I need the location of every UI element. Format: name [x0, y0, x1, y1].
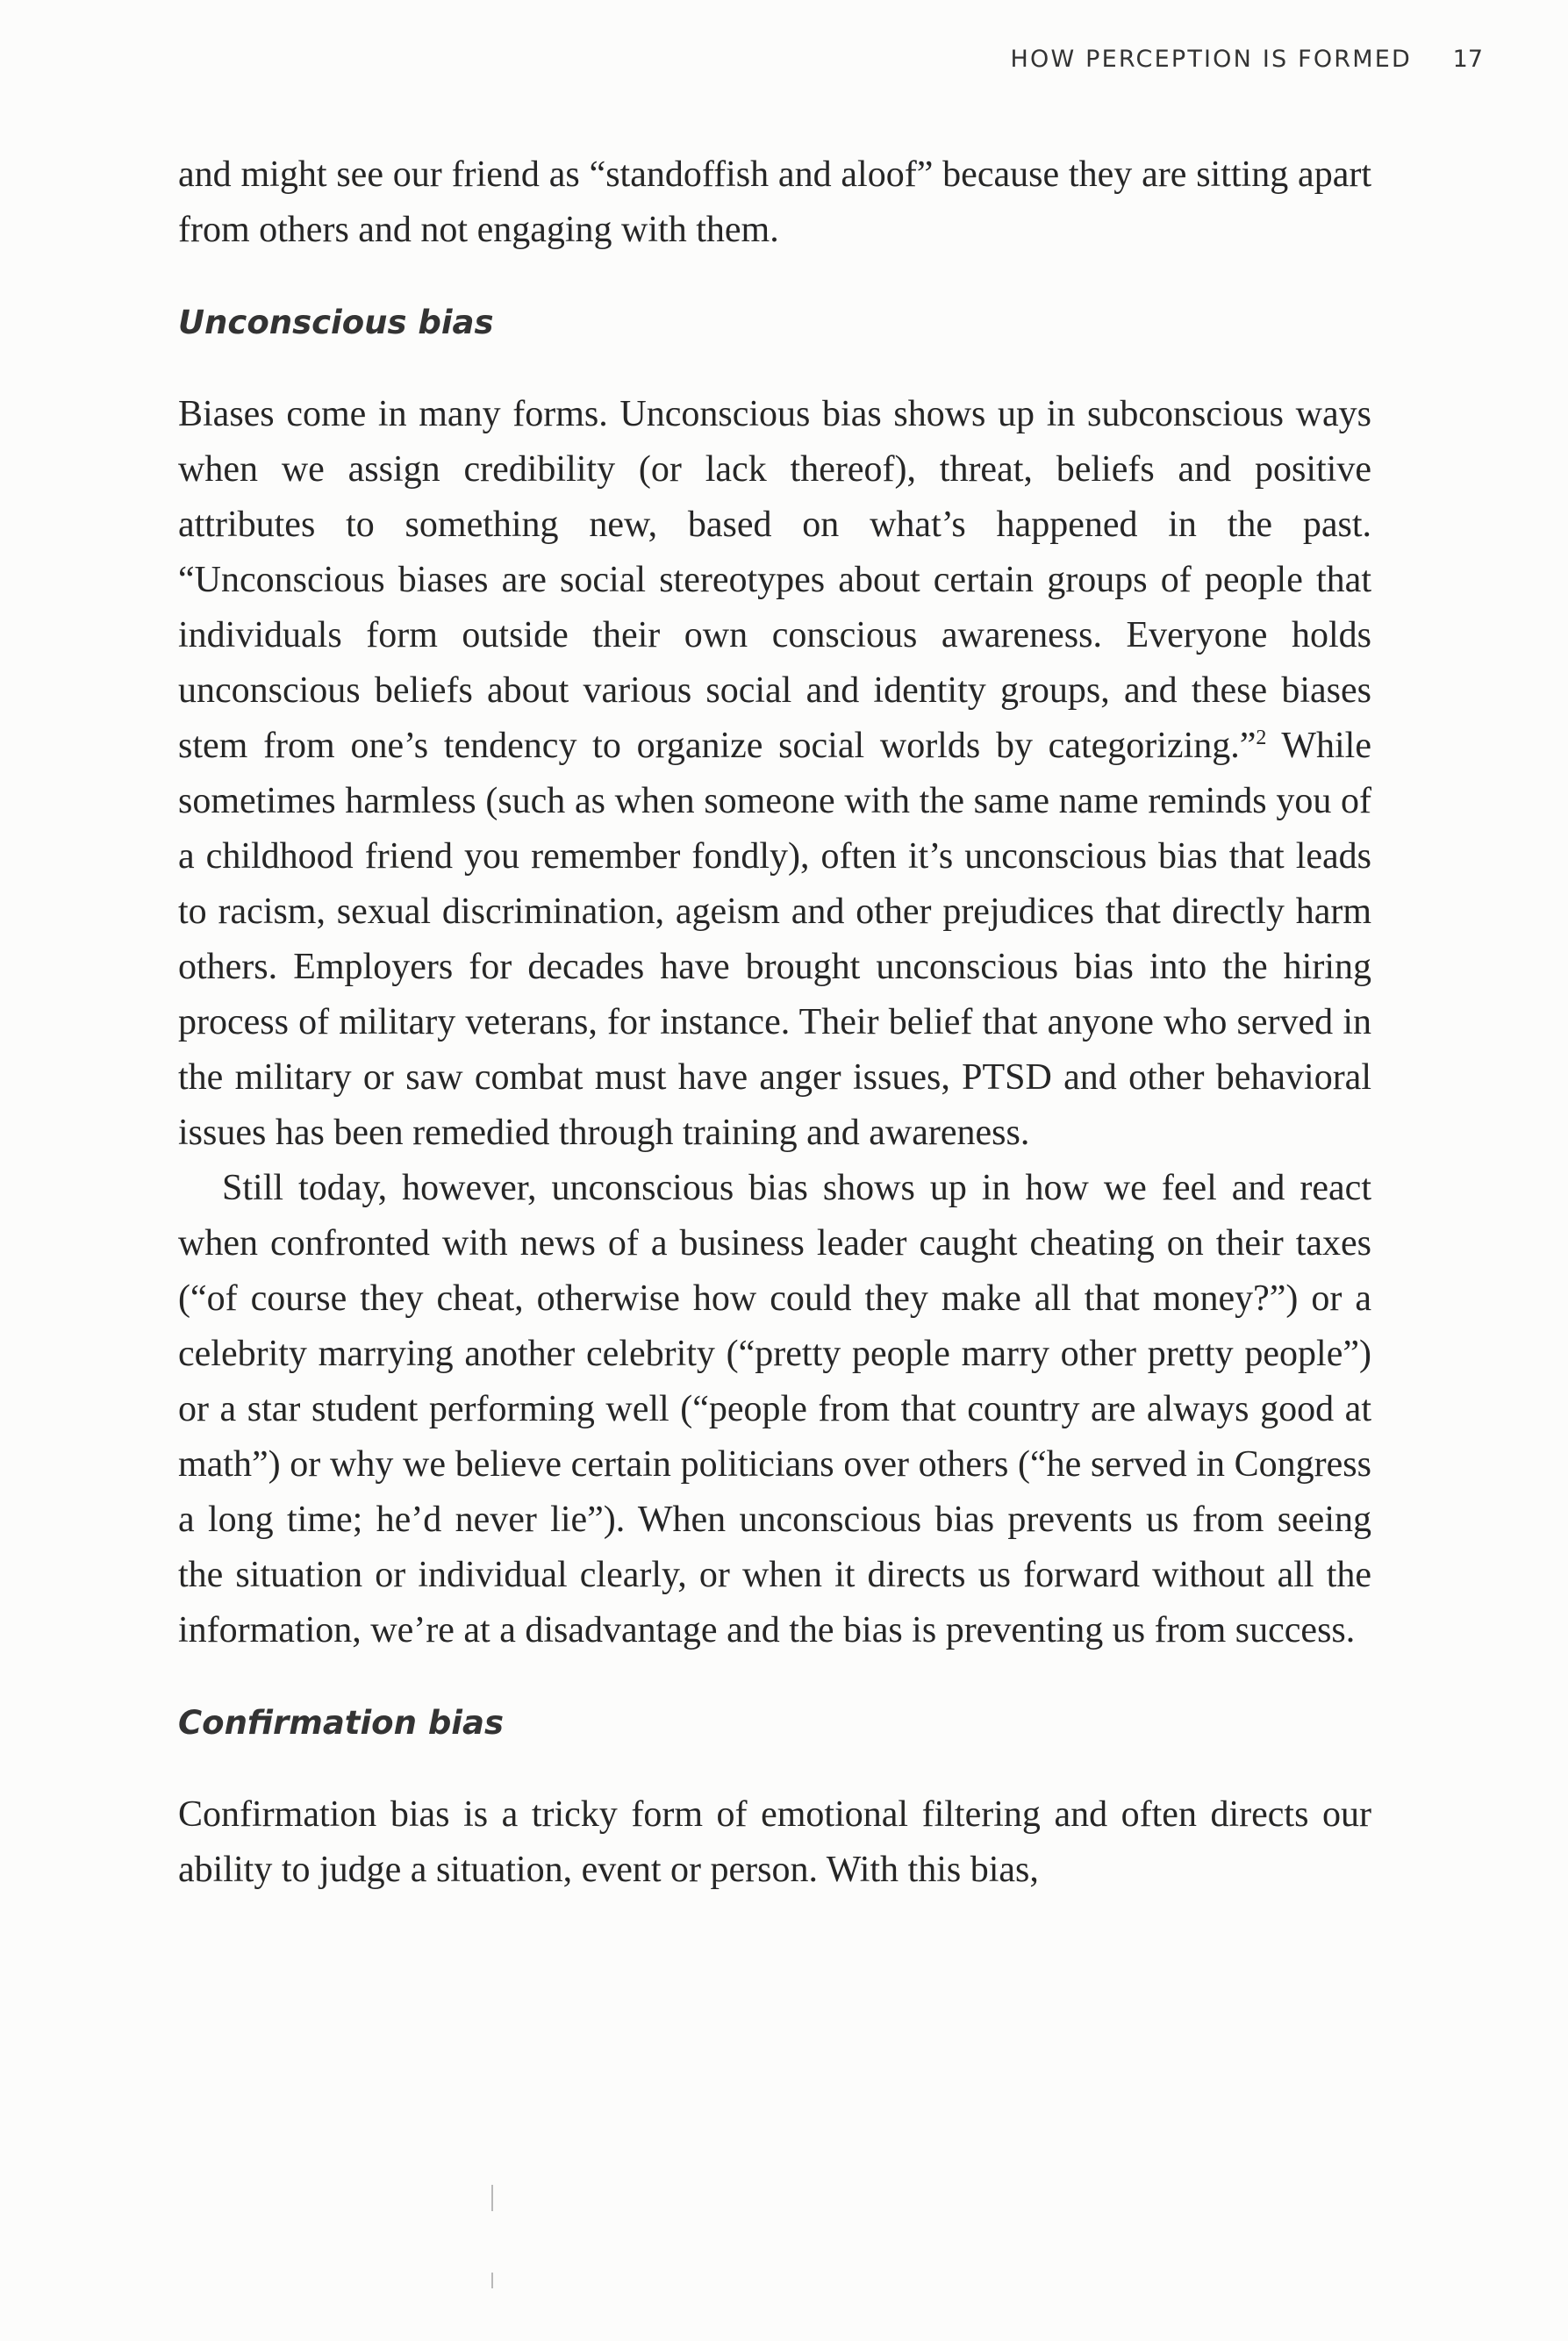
running-head [0, 46, 1568, 81]
footnote-reference: 2 [1256, 727, 1267, 749]
unconscious-bias-paragraph-1 [178, 387, 1371, 1161]
spacer [178, 350, 1371, 387]
running-head-title: HOW PERCEPTION IS FORMED [1010, 46, 1412, 73]
section-heading-unconscious-bias: Unconscious bias [178, 304, 494, 341]
spacer [178, 1658, 1371, 1695]
spacer [178, 258, 1371, 295]
unconscious-bias-paragraph-2: Still today, however, unconscious bias shows up in how we feel and react when confronted with news of a business leader caught cheating on their taxes (“of course they cheat, otherwise how could they make all that money?”) or a celebrity marrying another celebrity (“pretty people marry other pretty people”) or a star student performing well (“people from that country are always good at math”) or why we believe certain politicians over others (“he served in Congress a long time; he’d never lie”). When unconscious bias prevents us from seeing the situation or individual clearly, or when it directs us forward without all the information, we’re at a disadvantage and the bias is preventing us from success. [178, 1168, 1371, 1650]
section-heading-confirmation-bias: Confirmation bias [178, 1704, 504, 1742]
scan-mark [491, 2273, 493, 2288]
unconscious-bias-paragraph-1-continued: While sometimes harmless (such as when someone with the same name reminds you of a childhood friend you remember fondly), often it’s unconscious bias that leads to racism, sexual discrimination, ageism and other prejudices that directly harm others. Employers for decades have brought unconscious bias into the hiring process of military veterans, for instance. Their belief that anyone who served in the military or saw combat must have anger issues, PTSD and other behavioral issues has been remedied through training and awareness. [178, 726, 1371, 1153]
page-number: 17 [1452, 46, 1483, 73]
scan-mark [491, 2185, 493, 2211]
confirmation-bias-paragraph-1: Confirmation bias is a tricky form of emotional filtering and often directs our ability to judge a situation, event or person. With this bias, [178, 1794, 1371, 1890]
page-body [178, 147, 1371, 1898]
spacer [178, 1750, 1371, 1787]
intro-paragraph: and might see our friend as “standoffish and aloof” because they are sitting apart from others and not engaging with them. [178, 154, 1371, 250]
unconscious-bias-paragraph-1-text: Biases come in many forms. Unconscious bias shows up in subconscious ways when we assign credibility (or lack thereof), threat, beliefs and positive attributes to something new, based on what’s happened in the past. “Unconscious biases are social stereotypes about certain groups of people that individuals form outside their own conscious awareness. Everyone holds unconscious beliefs about various social and identity groups, and these biases stem from one’s tendency to organize social worlds by categorizing.” [178, 394, 1371, 766]
